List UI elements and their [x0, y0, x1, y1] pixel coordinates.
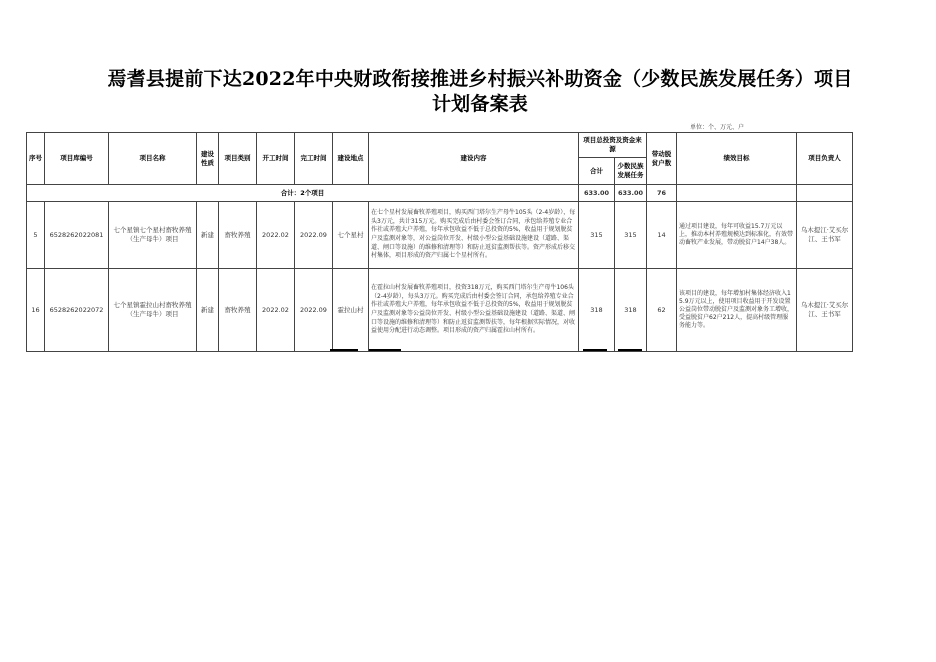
row-households: 62: [647, 269, 677, 352]
row-minority: 318: [615, 269, 647, 352]
row-end: 2022.09: [295, 269, 333, 352]
row-leader: 乌木提江·艾买尔江、王书军: [797, 269, 853, 352]
row-name: 七个星镇霍拉山村畜牧养殖（生产母牛）项目: [109, 269, 197, 352]
header-funds: 项目总投资及资金来源: [579, 133, 647, 158]
table-underline-mark: [618, 349, 642, 351]
header-minority: 少数民族发展任务: [615, 158, 647, 185]
row-name: 七个星镇七个星村畜牧养殖（生产母牛）项目: [109, 202, 197, 269]
row-seq: 16: [27, 269, 45, 352]
header-seq: 序号: [27, 133, 45, 185]
row-code: 6528262022072: [45, 269, 109, 352]
row-seq: 5: [27, 202, 45, 269]
row-end: 2022.09: [295, 202, 333, 269]
table-row: [27, 202, 853, 269]
summary-total: 633.00: [579, 185, 615, 202]
header-end: 完工时间: [295, 133, 333, 185]
row-minority: 315: [615, 202, 647, 269]
summary-empty-performance: [677, 185, 797, 202]
summary-label: 合计：2个项目: [27, 185, 579, 202]
row-category: 畜牧养殖: [219, 202, 257, 269]
row-nature: 新建: [197, 202, 219, 269]
table-underline-mark: [330, 349, 358, 351]
row-total: 315: [579, 202, 615, 269]
summary-minority: 633.00: [615, 185, 647, 202]
row-content: 在七个星村发展畜牧养殖项目，购买西门塔尔生产母牛105头（2-4岁龄），每头3万元，共计315万元。购买完成后由村委会签订合同，承包给养殖专业合作社或养殖大户养殖，每年承包收益不低于总投资的5%，收益用于规划脱贫户及监测对象等，对公益岗位开发、村级小型公益基础设施建设（道路、渠道、闸口等设施）的维修和清理等）和防止返贫监测帮扶等。资产形成后移交村集体，项目形成的资产归属七个星村所有。: [369, 202, 579, 269]
row-location: 七个星村: [333, 202, 369, 269]
row-code: 6528262022081: [45, 202, 109, 269]
header-category: 项目类别: [219, 133, 257, 185]
header-start: 开工时间: [257, 133, 295, 185]
row-performance: 通过项目建设，每年可收益15.7万元以上，推动本村养殖规模达到标准化，有效带动畜牧产业发展，带动脱贫户14户38人。: [677, 202, 797, 269]
row-location: 霍拉山村: [333, 269, 369, 352]
header-total: 合计: [579, 158, 615, 185]
row-nature: 新建: [197, 269, 219, 352]
header-code: 项目库编号: [45, 133, 109, 185]
header-performance: 绩效目标: [677, 133, 797, 185]
summary-empty-leader: [797, 185, 853, 202]
row-performance: 该项目的建设，每年增加村集体经济收入15.9万元以上，使用项目收益用于开发设置公益岗位带动脱贫户及监测对象务工增收，受益脱贫户62户212人，提高村级管理服务能力等。: [677, 269, 797, 352]
row-content: 在霍拉山村发展畜牧养殖项目，投资318万元，购买西门塔尔生产母牛106头（2-4岁龄），每头3万元。购买完成后由村委会签订合同，承包给养殖专业合作社或养殖大户养殖，每年承包收益不低于总投资的5%，收益用于规划脱贫户及监测对象等公益岗位开发、村级小型公益基础设施建设（道路、渠道、闸口等设施的维修和清理等）和防止返贫监测帮扶等，每年根据实际情况，对收益使用分配进行动态调整。项目形成的资产归属霍拉山村所有。: [369, 269, 579, 352]
table-underline-mark: [369, 349, 401, 351]
document-title-line2: 计划备案表: [431, 93, 528, 115]
row-start: 2022.02: [257, 202, 295, 269]
table-row: [27, 269, 853, 352]
header-name: 项目名称: [109, 133, 197, 185]
project-table: [26, 132, 853, 352]
document-title-line1: 焉耆县提前下达2022年中央财政衔接推进乡村振兴补助资金（少数民族发展任务）项目: [107, 68, 853, 90]
row-households: 14: [647, 202, 677, 269]
header-nature: 建设性质: [197, 133, 219, 185]
header-location: 建设地点: [333, 133, 369, 185]
row-start: 2022.02: [257, 269, 295, 352]
header-content: 建设内容: [369, 133, 579, 185]
unit-note: 单位：个、万元、户: [690, 124, 745, 131]
summary-households: 76: [647, 185, 677, 202]
header-leader: 项目负责人: [797, 133, 853, 185]
table-underline-mark: [583, 349, 607, 351]
row-category: 畜牧养殖: [219, 269, 257, 352]
row-leader: 乌木提江·艾买尔江、王书军: [797, 202, 853, 269]
header-households: 带动脱贫户数: [647, 133, 677, 185]
row-total: 318: [579, 269, 615, 352]
